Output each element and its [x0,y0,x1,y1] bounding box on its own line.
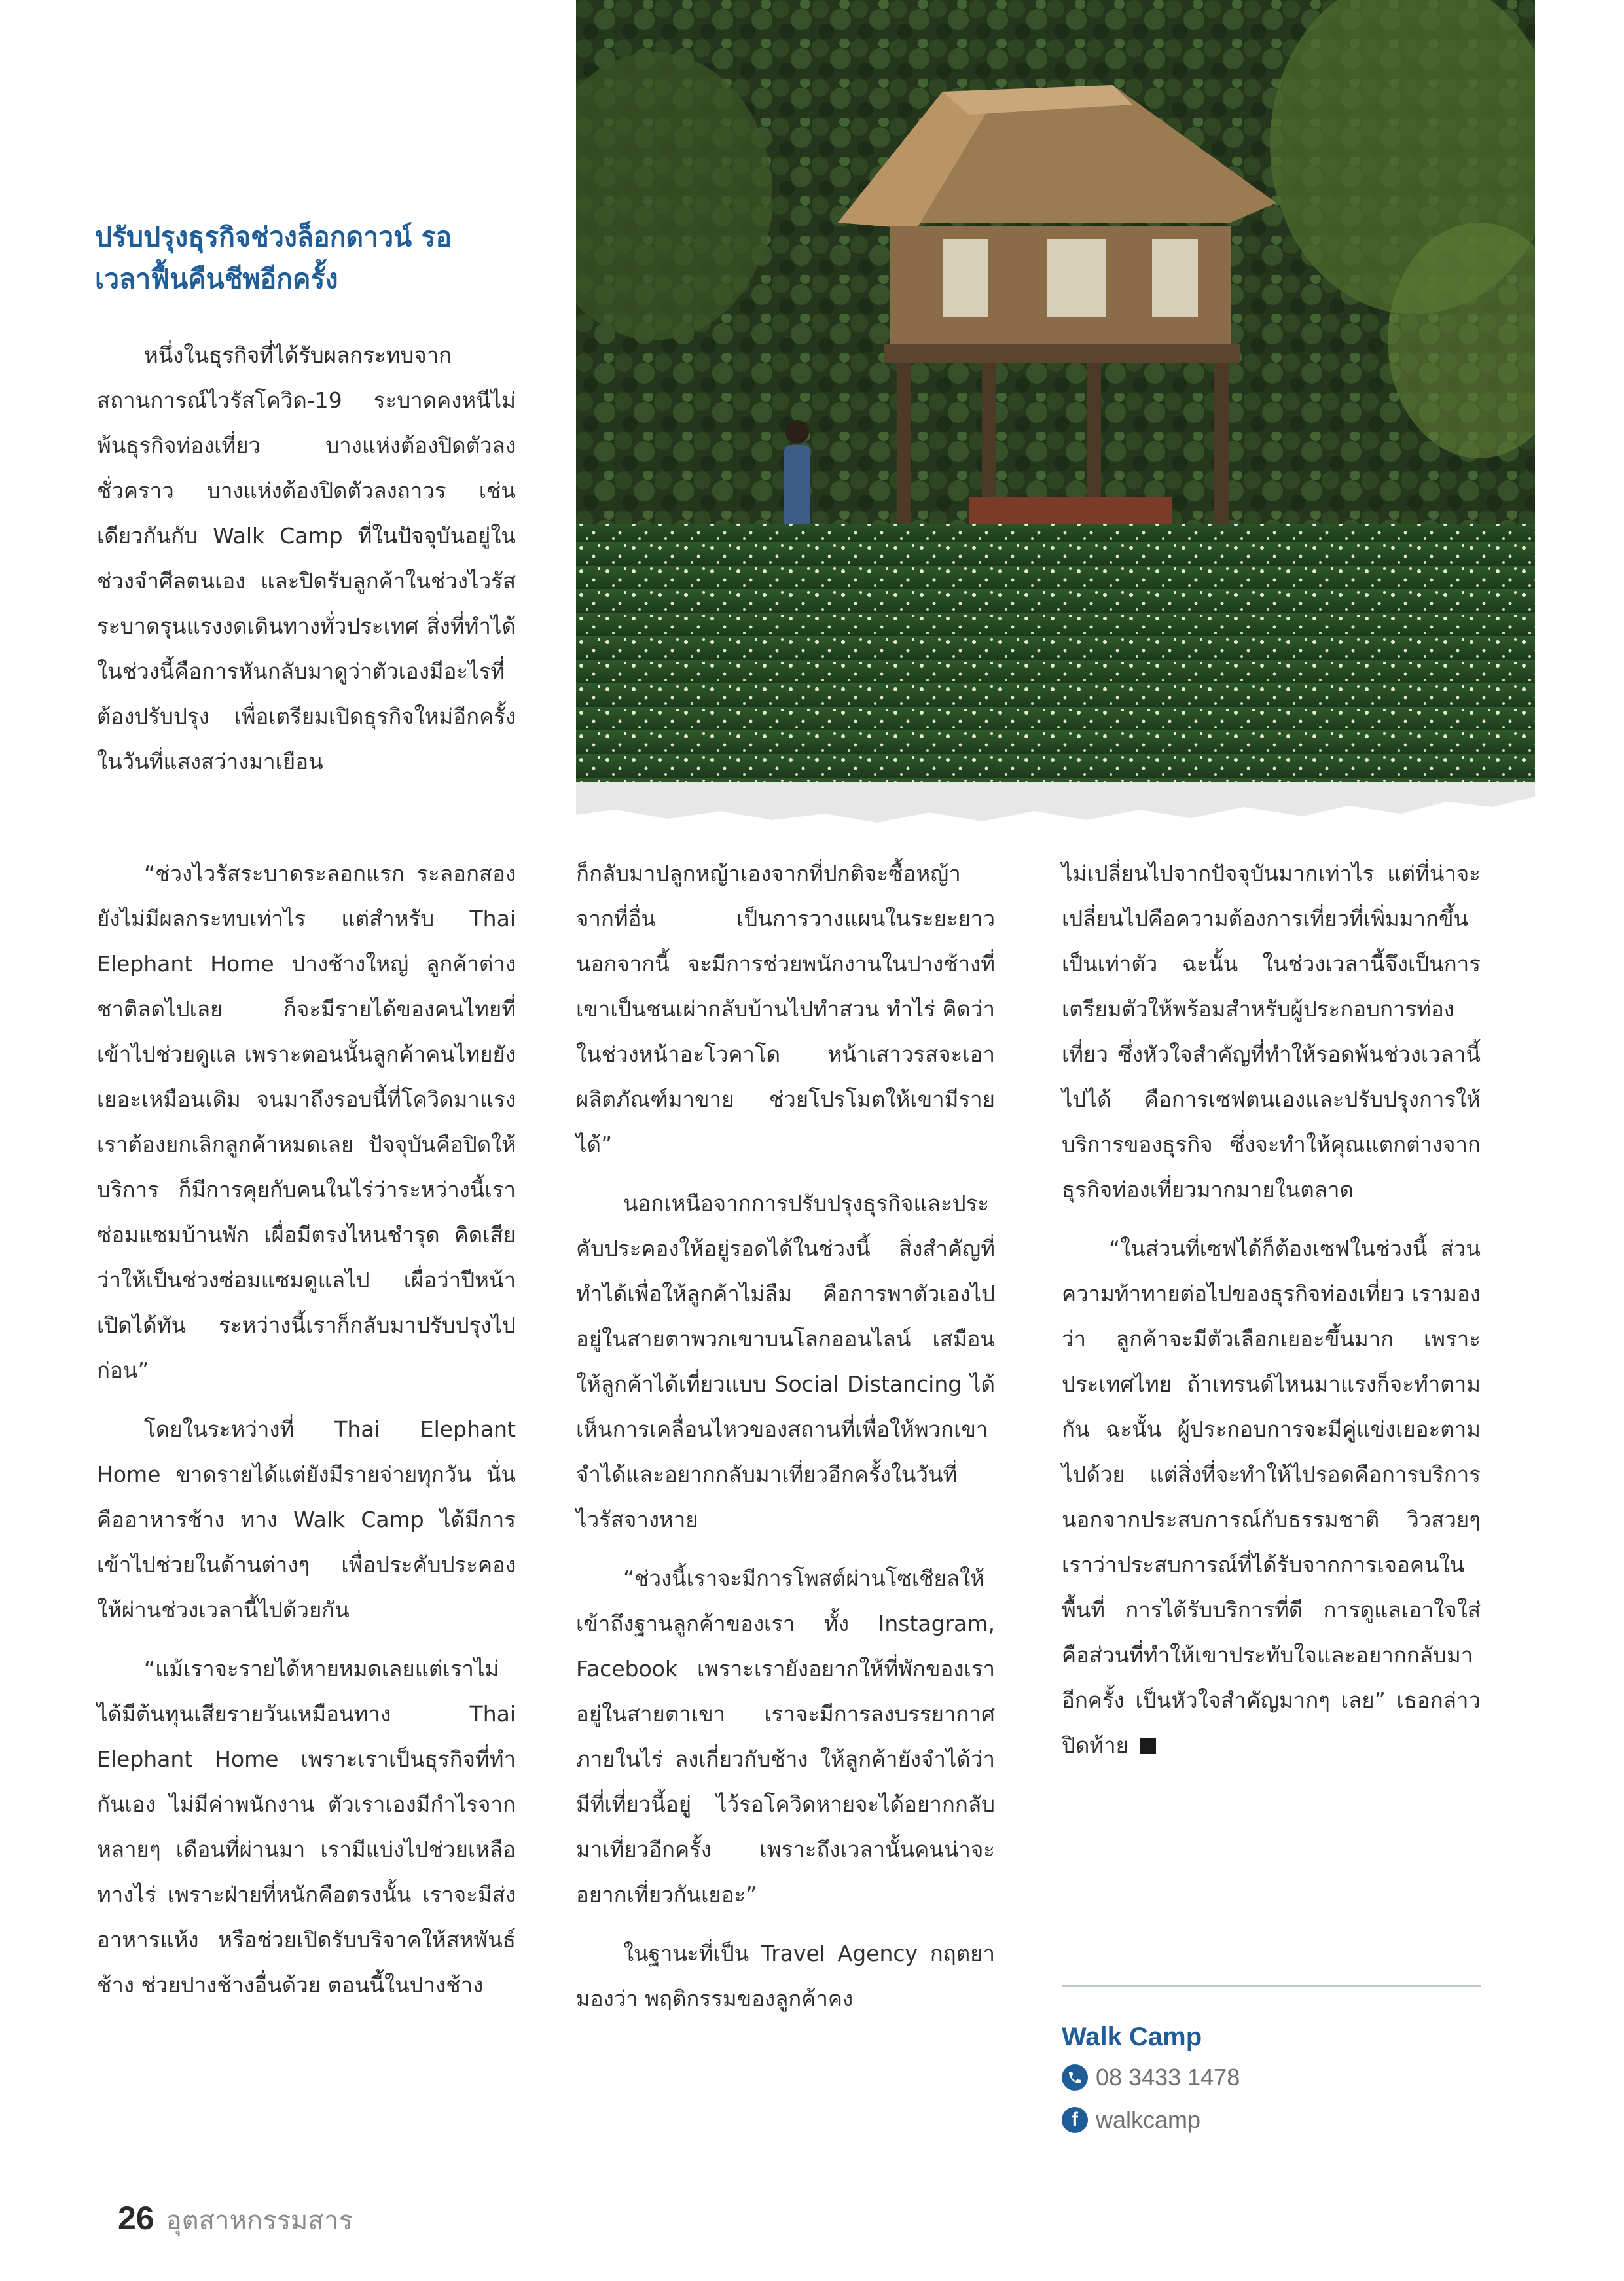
contact-phone-row [1062,2062,1240,2093]
paragraph-text: “ในส่วนที่เซฟได้ก็ต้องเซฟในช่วงนี้ ส่วนความท้าทายต่อไปของธุรกิจท่องเที่ยว เรามองว่า ลูกค้าจะมีตัวเลือกเยอะขึ้นมาก เพราะประเทศไทย ถ้าเทรนด์ไหนมาแรงก็จะทำตามกัน ฉะนั้น ผู้ประกอบการจะมีคู่แข่งเยอะตามไปด้วย แต่สิ่งที่จะทำให้ไปรอดคือการบริการ นอกจากประสบการณ์กับธรรมชาติ วิวสวยๆ เราว่าประสบการณ์ที่ได้รับจากการเจอคนในพื้นที่ การได้รับบริการที่ดี การดูแลเอาใจใส่คือส่วนที่ทำให้เขาประทับใจและอยากกลับมาอีกครั้ง เป็นหัวใจสำคัญมากๆ เลย” เธอกล่าวปิดท้าย [1062,1236,1481,1758]
facebook-icon: f [1062,2107,1088,2133]
paragraph: โดยในระหว่างที่ Thai Elephant Home ขาดรายได้แต่ยังมีรายจ่ายทุกวัน นั่นคืออาหารช้าง ทาง Walk Camp ได้มีการเข้าไปช่วยในด้านต่างๆ เพื่อประคับประคองให้ผ่านช่วงเวลานี้ไปด้วยกัน [97,1416,516,1623]
paragraph: “แม้เราจะรายได้หายหมดเลยแต่เราไม่ได้มีต้นทุนเสียรายวันเหมือนทาง Thai Elephant Home เพราะเราเป็นธุรกิจที่ทำกันเอง ไม่มีค่าพนักงาน ตัวเราเองมีกำไรจากหลายๆ เดือนที่ผ่านมา เรามีแบ่งไปช่วยเหลือทางไร่ เพราะฝ่ายที่หนักคือตรงนั้น เราจะมีส่งอาหารแห้ง หรือช่วยเปิดรับบริจาคให้สหพันธ์ช้าง ช่วยปางช้างอื่นด้วย ตอนนี้ในปางช้าง [97,1656,516,1998]
paragraph: หนึ่งในธุรกิจที่ได้รับผลกระทบจากสถานการณ์ไวรัสโควิด-19 ระบาดคงหนีไม่พ้นธุรกิจท่องเที่ยว บางแห่งต้องปิดตัวลงชั่วคราว บางแห่งต้องปิดตัวลงถาวร เช่นเดียวกันกับ Walk Camp ที่ในปัจจุบันอยู่ในช่วงจำศีลตนเอง และปิดรับลูกค้าในช่วงไวรัสระบาดรุนแรงงดเดินทางทั่วประเทศ สิ่งที่ทำได้ในช่วงนี้คือการหันกลับมาดูว่าตัวเองมีอะไรที่ต้องปรับปรุง เพื่อเตรียมเปิดธุรกิจใหม่อีกครั้งในวันที่แสงสว่างมาเยือน [97,342,516,774]
contact-facebook-row [1062,2104,1200,2136]
paragraph: “ช่วงนี้เราจะมีการโพสต์ผ่านโซเชียลให้เข้าถึงฐานลูกค้าของเรา ทั้ง Instagram, Facebook เพราะเรายังอยากให้ที่พักของเราอยู่ในสายตาเขา เราจะมีการลงบรรยากาศภายในไร่ ลงเกี่ยวกับช้าง ให้ลูกค้ายังจำได้ว่ามีที่เที่ยวนี้อยู่ ไว้รอโควิดหายจะได้อยากกลับมาเที่ยวอีกครั้ง เพราะถึงเวลานั้นคนน่าจะอยากเที่ยวกันเยอะ” [576,1566,995,1907]
page-number: 26 [118,2200,154,2236]
column-1-top [97,332,516,798]
page-footer [118,2199,353,2241]
paragraph: ในฐานะที่เป็น Travel Agency กฤตยามองว่า พฤติกรรมของลูกค้าคง [576,1941,995,2011]
heading-line-2: เวลาฟื้นคืนชีพอีกครั้ง [95,263,338,295]
contact-phone: 08 3433 1478 [1096,2064,1240,2091]
end-of-article-square-icon [1140,1738,1156,1754]
column-1-bottom [97,851,516,2021]
hut-illustration [576,0,1535,785]
paragraph: ไม่เปลี่ยนไปจากปัจจุบันมากเท่าไร แต่ที่น่าจะเปลี่ยนไปคือความต้องการเที่ยวที่เพิ่มมากขึ้นเป็นเท่าตัว ฉะนั้น ในช่วงเวลานี้จึงเป็นการเตรียมตัวให้พร้อมสำหรับผู้ประกอบการท่องเที่ยว ซึ่งหัวใจสำคัญที่ทำให้รอดพ้นช่วงเวลานี้ไปได้ คือการเซฟตนเองและปรับปรุงการให้บริการของธุรกิจ ซึ่งจะทำให้คุณแตกต่างจากธุรกิจท่องเที่ยวมากมายในตลาด [1062,861,1481,1202]
phone-icon [1062,2064,1088,2091]
closing-paragraph [1062,1226,1481,1768]
magazine-name: อุตสาหกรรมสาร [166,2206,353,2236]
heading-line-1: ปรับปรุงธุรกิจช่วงล็อกดาวน์ รอ [95,221,452,253]
column-2 [576,851,995,2035]
hero-photo [576,0,1535,785]
paragraph: ก็กลับมาปลูกหญ้าเองจากที่ปกติจะซื้อหญ้าจากที่อื่น เป็นการวางแผนในระยะยาว นอกจากนี้ จะมีการช่วยพนักงานในปางช้างที่เขาเป็นชนเผ่ากลับบ้านไปทำสวน ทำไร่ คิดว่าในช่วงหน้าอะโวคาโด หน้าเสาวรสจะเอาผลิตภัณฑ์มาขาย ช่วยโปรโมตให้เขามีรายได้” [576,861,995,1157]
contact-facebook: walkcamp [1096,2106,1201,2133]
section-heading [95,216,524,300]
paragraph: นอกเหนือจากการปรับปรุงธุรกิจและประคับประคองให้อยู่รอดได้ในช่วงนี้ สิ่งสำคัญที่ทำได้เพื่อให้ลูกค้าไม่ลืม คือการพาตัวเองไปอยู่ในสายตาพวกเขาบนโลกออนไลน์ เสมือนให้ลูกค้าได้เที่ยวแบบ Social Distancing ได้เห็นการเคลื่อนไหวของสถานที่เพื่อให้พวกเขาจำได้และอยากกลับมาเที่ยวอีกครั้งในวันที่ไวรัสจางหาย [576,1191,995,1532]
column-3 [1062,851,1481,1782]
contact-divider [1062,1985,1481,1987]
contact-title: Walk Camp [1062,2022,1202,2051]
torn-paper-edge [576,782,1535,828]
paragraph: “ช่วงไวรัสระบาดระลอกแรก ระลอกสองยังไม่มีผลกระทบเท่าไร แต่สำหรับ Thai Elephant Home ปางช้างใหญ่ ลูกค้าต่างชาติลดไปเลย ก็จะมีรายได้ของคนไทยที่เข้าไปช่วยดูแล เพราะตอนนั้นลูกค้าคนไทยยังเยอะเหมือนเดิม จนมาถึงรอบนี้ที่โควิดมาแรง เราต้องยกเลิกลูกค้าหมดเลย ปัจจุบันคือปิดให้บริการ ก็มีการคุยกับคนในไร่ว่าระหว่างนี้เราซ่อมแซมบ้านพัก เผื่อมีตรงไหนชำรุด คิดเสียว่าให้เป็นช่วงซ่อมแซมดูแลไป เผื่อว่าปีหน้าเปิดได้ทัน ระหว่างนี้เราก็กลับมาปรับปรุงไปก่อน” [97,861,516,1383]
